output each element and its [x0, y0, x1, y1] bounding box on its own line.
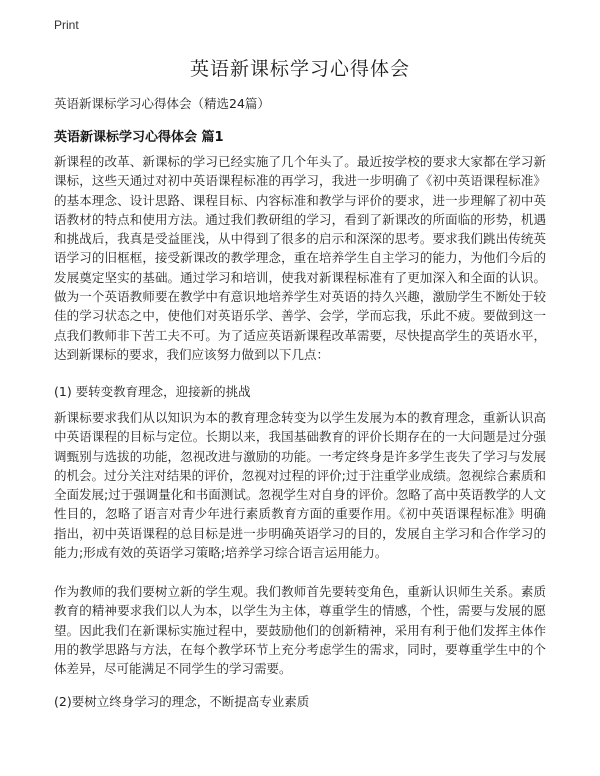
- paragraph-point-1: 新课标要求我们从以知识为本的教育理念转变为以学生发展为本的教育理念，重新认识高中英语课程的目标与定位。长期以来，我国基础教育的评价长期存在的一大问题是过分强调甄别与选拔的功能，忽视改进与激励的功能。一考定终身是许多学生丧失了学习与发展的机会。过分关注对结果的评价，忽视对过程的评价;过于注重学业成绩。忽视综合素质和全面发展;过于强调量化和书面测试。忽视学生对自身的评价。忽略了高中英语教学的人文性目的，忽略了语言对青少年进行素质教育方面的重要作用。《初中英语课程标准》明确指出，初中英语课程的总目标是进一步明确英语学习的目的，发展自主学习和合作学习的能力;形成有效的英语学习策略;培养学习综合语言运用能力。: [54, 410, 546, 561]
- print-label: Print: [54, 18, 79, 32]
- document-subtitle: 英语新课标学习心得体会（精选24篇）: [54, 96, 270, 111]
- section-title: 英语新课标学习心得体会 篇1: [54, 130, 224, 145]
- point-heading-1: (1) 要转变教育理念，迎接新的挑战: [54, 384, 251, 399]
- paragraph-teacher-role: 作为教师的我们要树立新的学生观。我们教师首先要转变角色，重新认识师生关系。素质教育的精神要求我们以人为本，以学生为主体，尊重学生的情感，个性，需要与发展的愿望。因此我们在新课标实施过程中，要鼓励他们的创新精神，采用有利于他们发挥主体作用的教学思路与方法，在每个教学环节上充分考虑学生的需求，同时，要尊重学生中的个体差异，尽可能满足不同学生的学习需要。: [54, 584, 546, 677]
- point-heading-2: (2)要树立终身学习的理念，不断提高专业素质: [54, 694, 310, 709]
- paragraph-intro: 新课程的改革、新课标的学习已经实施了几个年头了。最近按学校的要求大家都在学习新课标，这些天通过对初中英语课程标准的再学习，我进一步明确了《初中英语课程标准》的基本理念、设计思路、课程目标、内容标准和教学与评价的要求，进一步理解了初中英语教材的特点和使用方法。通过我们教研组的学习，看到了新课改的所面临的形势，机遇和挑战后，我真是受益匪浅，从中得到了很多的启示和深深的思考。要求我们跳出传统英语学习的旧框框，接受新课改的教学理念，重在培养学生自主学习的能力，为他们今后的发展奠定坚实的基础。通过学习和培训，使我对新课程标准有了更加深入和全面的认识。做为一个英语教师要在教学中有意识地培养学生对英语的持久兴趣，激励学生不断处于较佳的学习状态之中，使他们对英语乐学、善学、会学，学而忘我，乐此不疲。要做到这一点我们教师非下苦工夫不可。为了适应英语新课程改革需要，尽快提高学生的英语水平，达到新课标的要求，我们应该努力做到以下几点：: [54, 154, 546, 362]
- page-title: 英语新课标学习心得体会: [189, 58, 410, 80]
